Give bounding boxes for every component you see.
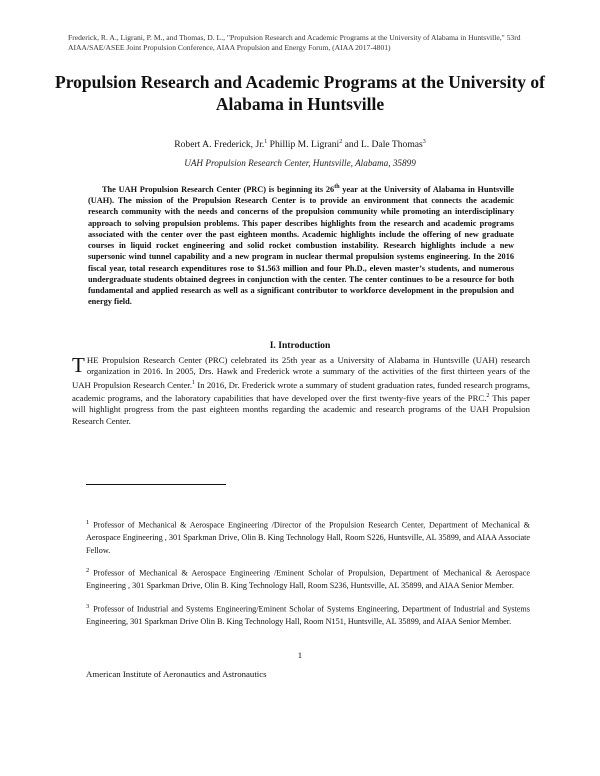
author-2-mark: 2 xyxy=(339,139,343,145)
footnote xyxy=(86,601,530,629)
page-number: 1 xyxy=(297,650,303,660)
citation-header: Frederick, R. A., Ligrani, P. M., and Thomas, D. L., "Propulsion Research and Academic Programs at the University of Alabama in Huntsville," 53rd AIAA/SAE/ASEE Joint Propulsion Conference, AIAA Propulsion and Energy Forum, (AIAA 2017-4801) xyxy=(68,33,521,52)
abstract-text-2: year at the University of Alabama in Huntsville (UAH). The mission of the Propulsion Research Center is to provide an environment that connects the academic research community with the needs and concerns of the propulsion community while promoting an interdisciplinary approach to solving propulsion problems. This paper describes highlights from the research and academic programs associated with the center over the past eighteen months. Academic highlights include the offering of new graduate courses in liquid rocket engineering and solid rocket combustion instability. Research highlights include a new supersonic wind tunnel capability and a new program in nuclear thermal propulsion systems engineering. In the 2016 fiscal year, total research expenditures rose to $1.563 million and four Ph.D., eleven master’s students, and numerous undergraduate students obtained degrees in conjunction with the center. The center continues to be a resource for both fundamental and applied research as well as a significant contributor to workforce development in the propulsion and energy field. xyxy=(88,184,514,307)
author-line xyxy=(40,136,560,151)
paper-title: Propulsion Research and Academic Programs at the University of Alabama in Huntsville xyxy=(55,72,545,114)
footnote-rule xyxy=(86,484,226,485)
author-1-mark: 1 xyxy=(264,139,268,145)
footnote-number: 3 xyxy=(86,602,90,610)
citation-mark-2: 2 xyxy=(486,393,490,400)
citation-mark-1: 1 xyxy=(192,379,196,386)
author-3: and L. Dale Thomas xyxy=(342,139,423,151)
intro-text-1: HE Propulsion Research Center (PRC) celebrated its 25th year as a University of Alabama in Huntsville (UAH) research organization in 2016. In 2005, Drs. Hawk and Frederick wrote a summary of the activities of the first thirteen years of the UAH Propulsion Research Center. xyxy=(72,355,530,390)
author-3-mark: 3 xyxy=(422,139,426,145)
footnote-text: Professor of Industrial and Systems Engineering/Eminent Scholar of Systems Engineering, Department of Industrial and Systems Engineering, 301 Sparkman Drive Olin B. King Technology Hall, Room N151, Huntsville, AL 35899, and AIAA Senior Member. xyxy=(86,604,530,627)
affiliation: UAH Propulsion Research Center, Huntsville, Alabama, 35899 xyxy=(184,158,416,168)
intro-paragraph xyxy=(72,355,530,427)
footnote-number: 1 xyxy=(86,519,90,526)
abstract-superscript: th xyxy=(334,184,340,190)
footnote-number: 2 xyxy=(86,567,90,575)
intro-text-2: In 2016, Dr. Frederick wrote a summary of student graduation rates, funded research programs, academic programs, and the laboratory capabilities that have developed over the first twenty-five years of the PRC. xyxy=(72,379,530,403)
footnote-text: Professor of Mechanical & Aerospace Engineering /Director of the Propulsion Research Center, Department of Mechanical & Aerospace Engineering , 301 Sparkman Drive, Olin B. King Technology Hall, Room S226, Huntsville, AL 35899, and AIAA Associate Fellow. xyxy=(86,520,530,555)
author-2: Phillip M. Ligrani xyxy=(267,139,340,151)
intro-text-3: This paper will highlight progress from the past eighteen months regarding the academic and research programs of the UAH Propulsion Research Center. xyxy=(72,393,530,426)
section-heading: I. Introduction xyxy=(269,340,331,351)
abstract xyxy=(88,182,514,308)
footnote xyxy=(86,565,530,593)
page-footer: American Institute of Aeronautics and Astronautics xyxy=(86,669,267,679)
drop-cap: T xyxy=(72,353,85,377)
footnotes xyxy=(86,517,530,637)
footnote xyxy=(86,517,530,557)
footnote-text: Professor of Mechanical & Aerospace Engineering /Eminent Scholar of Propulsion, Department of Mechanical & Aerospace Engineering , 301 Sparkman Drive, Olin B. King Technology Hall, Room S236, Huntsville, AL 35899, and AIAA Senior Member. xyxy=(86,568,530,591)
author-1: Robert A. Frederick, Jr. xyxy=(174,139,265,151)
abstract-text-1: The UAH Propulsion Research Center (PRC) is beginning its 26 xyxy=(102,184,335,194)
